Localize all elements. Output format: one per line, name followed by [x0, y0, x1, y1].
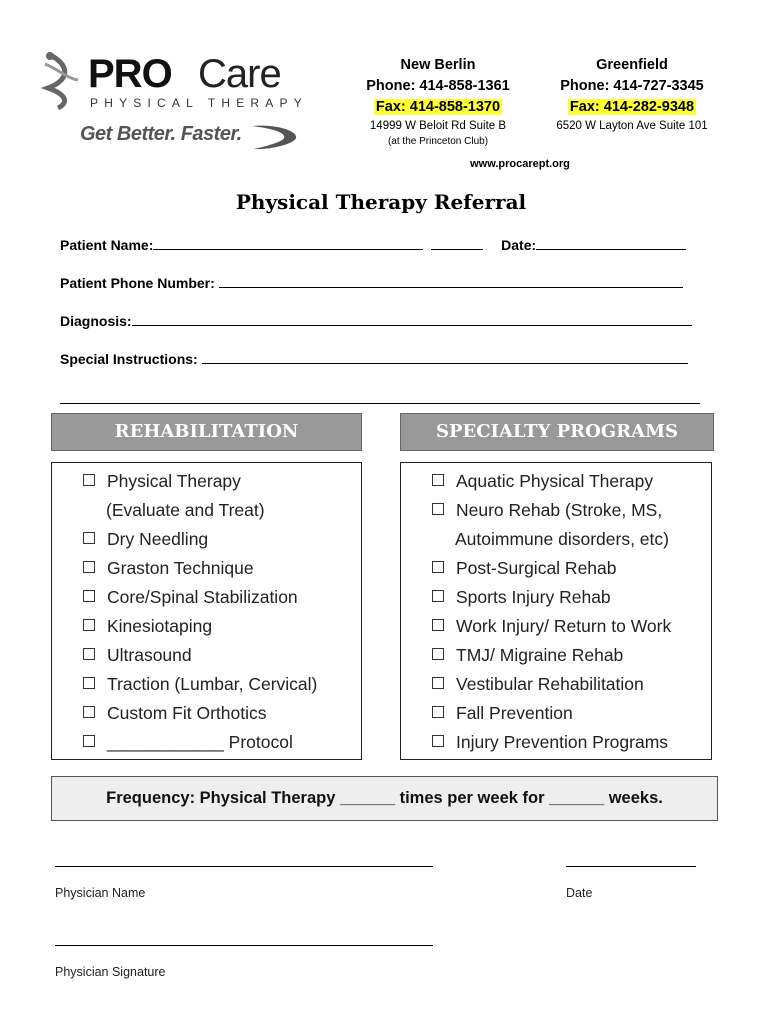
- location-fax: Fax: 414-282-9348: [569, 99, 695, 115]
- checkbox[interactable]: [432, 706, 444, 718]
- special-instructions-row: [60, 349, 688, 367]
- location-name: New Berlin: [400, 57, 476, 73]
- caduceus-icon: [40, 50, 90, 110]
- procare-logo: [40, 50, 310, 160]
- checkbox[interactable]: [432, 474, 444, 486]
- list-item[interactable]: Injury Prevention Programs: [432, 728, 671, 757]
- patient-name-extra-field[interactable]: [431, 235, 483, 250]
- patient-phone-label: Patient Phone Number:: [60, 275, 215, 291]
- location-note: (at the Princeton Club): [387, 136, 489, 147]
- page-title: Physical Therapy Referral: [235, 190, 527, 214]
- list-item[interactable]: Vestibular Rehabilitation: [432, 670, 671, 699]
- logo-subtitle: PHYSICAL THERAPY: [90, 96, 308, 110]
- list-item[interactable]: Neuro Rehab (Stroke, MS,: [432, 496, 671, 525]
- checkbox[interactable]: [83, 648, 95, 660]
- checkbox[interactable]: [83, 532, 95, 544]
- list-item[interactable]: Aquatic Physical Therapy: [432, 467, 671, 496]
- location-phone: Phone: 414-858-1361: [366, 78, 510, 94]
- date-field[interactable]: [536, 235, 686, 250]
- list-item[interactable]: Work Injury/ Return to Work: [432, 612, 671, 641]
- checkbox[interactable]: [83, 619, 95, 631]
- checkbox[interactable]: [432, 503, 444, 515]
- checkbox[interactable]: [83, 590, 95, 602]
- list-item[interactable]: Core/Spinal Stabilization: [83, 583, 317, 612]
- list-item[interactable]: Ultrasound: [83, 641, 317, 670]
- logo-brand-bold: PRO: [88, 52, 172, 96]
- website-link[interactable]: www.procarept.org: [470, 158, 570, 170]
- diagnosis-field[interactable]: [132, 311, 692, 326]
- diagnosis-label: Diagnosis:: [60, 313, 132, 329]
- list-item[interactable]: Post-Surgical Rehab: [432, 554, 671, 583]
- list-item[interactable]: Dry Needling: [83, 525, 317, 554]
- checkbox[interactable]: [432, 648, 444, 660]
- list-item: Autoimmune disorders, etc): [455, 529, 669, 549]
- location-name: Greenfield: [596, 57, 668, 73]
- diagnosis-row: [60, 311, 692, 329]
- signature-date-label: Date: [566, 886, 593, 900]
- location-greenfield: [540, 55, 724, 135]
- physician-name-label: Physician Name: [55, 886, 146, 900]
- special-instructions-extra-field[interactable]: [60, 403, 700, 404]
- location-fax: Fax: 414-858-1370: [375, 99, 501, 115]
- physician-signature-label: Physician Signature: [55, 965, 166, 979]
- logo-brand-light: Care: [198, 52, 281, 96]
- location-new-berlin: [352, 55, 524, 149]
- list-item: (Evaluate and Treat): [106, 500, 265, 520]
- checkbox[interactable]: [432, 590, 444, 602]
- patient-phone-row: [60, 273, 683, 291]
- location-address: 14999 W Beloit Rd Suite B: [369, 120, 507, 132]
- special-instructions-field[interactable]: [202, 349, 688, 364]
- checkbox[interactable]: [432, 619, 444, 631]
- patient-name-field[interactable]: [153, 235, 423, 250]
- list-item[interactable]: Custom Fit Orthotics: [83, 699, 317, 728]
- checkbox[interactable]: [432, 677, 444, 689]
- list-item[interactable]: Kinesiotaping: [83, 612, 317, 641]
- physician-signature-field[interactable]: [55, 945, 433, 946]
- location-phone: Phone: 414-727-3345: [560, 78, 704, 94]
- patient-name-row: [60, 235, 686, 253]
- specialty-programs-header: SPECIALTY PROGRAMS: [400, 413, 714, 451]
- list-item[interactable]: Sports Injury Rehab: [432, 583, 671, 612]
- logo-tagline: Get Better. Faster.: [80, 123, 242, 145]
- checkbox[interactable]: [83, 735, 95, 747]
- date-label: Date:: [501, 237, 537, 253]
- list-item[interactable]: Graston Technique: [83, 554, 317, 583]
- list-item[interactable]: TMJ/ Migraine Rehab: [432, 641, 671, 670]
- rehabilitation-header: REHABILITATION: [51, 413, 362, 451]
- list-item[interactable]: Fall Prevention: [432, 699, 671, 728]
- specialty-programs-list: [432, 467, 671, 757]
- checkbox[interactable]: [83, 706, 95, 718]
- special-instructions-label: Special Instructions:: [60, 351, 198, 367]
- checkbox[interactable]: [432, 561, 444, 573]
- checkbox[interactable]: [432, 735, 444, 747]
- list-item[interactable]: ____________ Protocol: [83, 728, 317, 757]
- physician-name-field[interactable]: [55, 866, 433, 867]
- patient-phone-field[interactable]: [219, 273, 683, 288]
- location-address: 6520 W Layton Ave Suite 101: [556, 120, 708, 132]
- rehabilitation-list: [83, 467, 317, 757]
- checkbox[interactable]: [83, 677, 95, 689]
- list-item[interactable]: Physical Therapy: [83, 467, 317, 496]
- patient-name-label: Patient Name:: [60, 237, 154, 253]
- checkbox[interactable]: [83, 474, 95, 486]
- swoosh-icon: [250, 122, 300, 152]
- signature-date-field[interactable]: [566, 866, 696, 867]
- frequency-box[interactable]: Frequency: Physical Therapy ______ times per week for ______ weeks.: [51, 776, 718, 821]
- checkbox[interactable]: [83, 561, 95, 573]
- list-item[interactable]: Traction (Lumbar, Cervical): [83, 670, 317, 699]
